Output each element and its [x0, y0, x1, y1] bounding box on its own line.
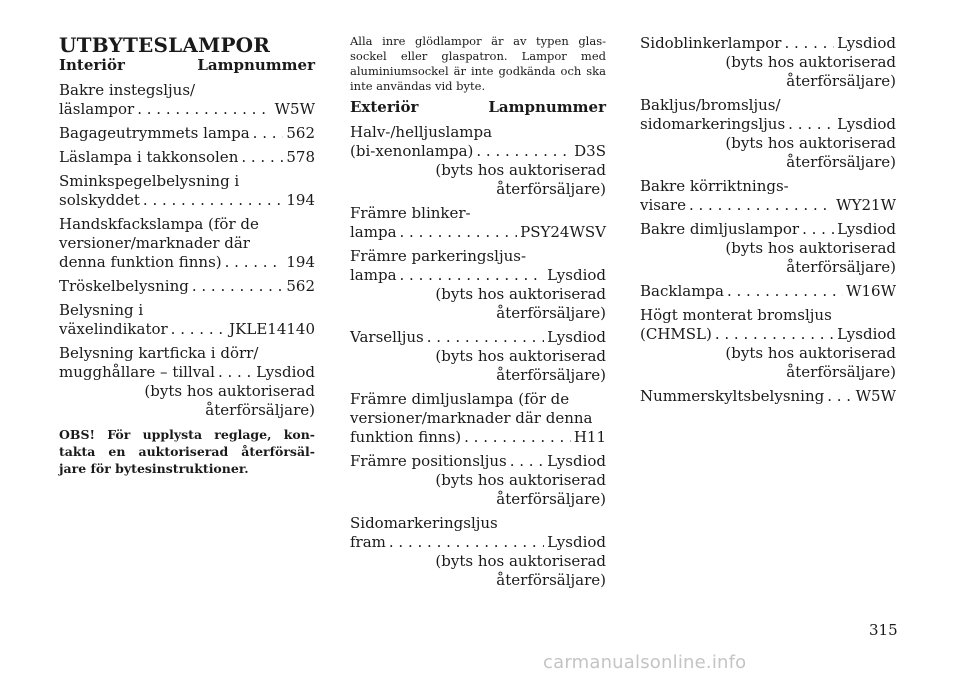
lamp-label: läslampor: [59, 100, 135, 118]
lamp-number: PSY24WSV: [520, 223, 606, 241]
replacement-note: (byts hos auktoriserad: [435, 161, 606, 179]
dot-leader: [171, 320, 226, 339]
lamp-label: solskyddet: [59, 191, 140, 209]
lamp-label-line: Sminkspegelbelysning i: [59, 172, 240, 190]
lamp-entry: [350, 514, 606, 590]
lamp-label-line: Belysning i: [59, 301, 144, 319]
lamp-label-line: versioner/marknader där denna: [350, 409, 593, 427]
interior-lamp-list: [59, 81, 315, 420]
exterior-header-label: Exteriör: [350, 98, 419, 116]
dot-leader: [827, 387, 852, 406]
middle-column: [350, 34, 606, 595]
dot-leader: [802, 220, 834, 239]
interior-table-header: [59, 56, 315, 75]
replacement-note: återförsäljare): [496, 571, 606, 589]
lamp-label-line: Främre blinker-: [350, 204, 471, 222]
replacement-note: återförsäljare): [786, 72, 896, 90]
lamp-number: D3S: [574, 142, 606, 160]
lamp-entry: [350, 390, 606, 447]
lamp-number: H11: [573, 428, 606, 446]
lamp-label: Bakre dimljuslampor: [640, 220, 800, 238]
lamp-number: Lysdiod: [547, 266, 606, 284]
lamp-label: Främre positionsljus: [350, 452, 507, 470]
dot-leader: [400, 223, 518, 242]
lamp-label: Nummerskyltsbelysning: [640, 387, 825, 405]
lamp-row: [59, 124, 315, 143]
lamp-number: Lysdiod: [837, 220, 896, 238]
lamp-number: WY21W: [836, 196, 896, 214]
lamp-label-line: Främre parkeringsljus-: [350, 247, 527, 265]
lamp-row: [640, 220, 896, 239]
lamp-number: Lysdiod: [547, 533, 606, 551]
dot-leader: [192, 277, 284, 296]
lamp-row: [350, 452, 606, 471]
lamp-number: W16W: [846, 282, 896, 300]
replacement-note: återförsäljare): [786, 258, 896, 276]
lamp-label-line: Främre dimljuslampa (för de: [350, 390, 570, 408]
dot-leader: [689, 196, 833, 215]
lamp-label: växelindikator: [59, 320, 168, 338]
lamp-entry: [640, 387, 896, 406]
replacement-note: återförsäljare): [496, 180, 606, 198]
lamp-row: [640, 34, 896, 53]
lamp-label: sidomarkeringsljus: [640, 115, 786, 133]
dot-leader: [727, 282, 843, 301]
lamp-label: Bagageutrymmets lampa: [59, 124, 250, 142]
lamp-number: 578: [286, 148, 315, 166]
lamp-row: [640, 387, 896, 406]
left-column: [59, 34, 315, 477]
replacement-note: (byts hos auktoriserad: [725, 53, 896, 71]
dot-leader: [225, 253, 284, 272]
lamp-entry: [59, 344, 315, 420]
dot-leader: [143, 191, 283, 210]
lamp-label-line: versioner/marknader där: [59, 234, 250, 252]
lamp-label: funktion finns): [350, 428, 462, 446]
lamp-label: (CHMSL): [640, 325, 712, 343]
lamp-label: Backlampa: [640, 282, 724, 300]
lamp-entry: [59, 81, 315, 119]
lamp-row: [640, 282, 896, 301]
lamp-row: [59, 148, 315, 167]
dot-leader: [400, 266, 545, 285]
lamp-row: [350, 533, 606, 552]
replacement-note: återförsäljare): [496, 366, 606, 384]
lamp-row: [350, 328, 606, 347]
lamp-row: [59, 363, 315, 382]
exterior-table-header: [350, 98, 606, 117]
dot-leader: [253, 124, 284, 143]
lamp-label: Tröskelbelysning: [59, 277, 189, 295]
lamp-entry: [640, 220, 896, 277]
lamp-number: Lysdiod: [256, 363, 315, 381]
exterior-header-lamp-number: Lampnummer: [488, 98, 606, 116]
lamp-entry: [59, 215, 315, 272]
dot-leader: [510, 452, 544, 471]
lamp-row: [59, 191, 315, 210]
page-number: 315: [869, 621, 898, 639]
lamp-label: mugghållare – tillval: [59, 363, 215, 381]
dot-leader: [476, 142, 571, 161]
lamp-label-line: Handskfackslampa (för de: [59, 215, 259, 233]
lamp-entry: [59, 124, 315, 143]
lamp-number: Lysdiod: [837, 325, 896, 343]
lamp-label: (bi-xenonlampa): [350, 142, 474, 160]
lamp-number: W5W: [855, 387, 896, 405]
replacement-note: återförsäljare): [786, 363, 896, 381]
lamp-entry: [350, 452, 606, 509]
lamp-number: Lysdiod: [837, 115, 896, 133]
lamp-entry: [350, 328, 606, 385]
lamp-label: Läslampa i takkonsolen: [59, 148, 239, 166]
lamp-number: 562: [286, 277, 315, 295]
dot-leader: [218, 363, 253, 382]
dot-leader: [715, 325, 834, 344]
exterior-lamp-list: [350, 123, 606, 590]
replacement-note: (byts hos auktoriserad: [725, 239, 896, 257]
lamp-entry: [59, 301, 315, 339]
dot-leader: [464, 428, 571, 447]
lamp-label: denna funktion finns): [59, 253, 222, 271]
lamp-label-line: Halv-/helljuslampa: [350, 123, 493, 141]
dot-leader: [427, 328, 544, 347]
lamp-number: Lysdiod: [837, 34, 896, 52]
lamp-label-line: Bakljus/bromsljus/: [640, 96, 781, 114]
lamp-row: [640, 115, 896, 134]
lamp-row: [640, 325, 896, 344]
lamp-label: lampa: [350, 266, 397, 284]
lamp-label-line: Högt monterat bromsljus: [640, 306, 832, 324]
lamp-entry: [640, 306, 896, 382]
lamp-entry: [59, 277, 315, 296]
lamp-entry: [640, 34, 896, 91]
lamp-entry: [640, 177, 896, 215]
lamp-number: W5W: [274, 100, 315, 118]
lamp-label-line: Sidomarkeringsljus: [350, 514, 498, 532]
replacement-note: återförsäljare): [496, 304, 606, 322]
replacement-note: (byts hos auktoriserad: [435, 552, 606, 570]
lamp-number: 194: [286, 191, 315, 209]
lamp-entry: [59, 172, 315, 210]
watermark-link[interactable]: carmanualsonline.info: [543, 652, 747, 673]
dot-leader: [389, 533, 544, 552]
lamp-entry: [640, 96, 896, 172]
lamp-row: [640, 196, 896, 215]
lamp-label: fram: [350, 533, 386, 551]
replacement-note: (byts hos auktoriserad: [435, 347, 606, 365]
obs-note: OBS! För upplysta reglage, kon-takta en auktoriserad återförsäl-jare för bytesinstruktioner.: [59, 427, 315, 476]
page-title: UTBYTESLAMPOR: [59, 33, 271, 57]
dot-leader: [784, 34, 834, 53]
replacement-note: (byts hos auktoriserad: [144, 382, 315, 400]
replacement-note: återförsäljare): [786, 153, 896, 171]
interior-header-lamp-number: Lampnummer: [197, 56, 315, 74]
lamp-row: [350, 223, 606, 242]
lamp-entry: [350, 247, 606, 323]
interior-header-label: Interiör: [59, 56, 125, 74]
exterior-lamp-list-continued: [640, 34, 896, 406]
lamp-label: lampa: [350, 223, 397, 241]
lamp-label: Varselljus: [350, 328, 424, 346]
lamp-number: Lysdiod: [547, 452, 606, 470]
replacement-note: (byts hos auktoriserad: [725, 344, 896, 362]
dot-leader: [137, 100, 271, 119]
replacement-note: (byts hos auktoriserad: [725, 134, 896, 152]
lamp-number: Lysdiod: [547, 328, 606, 346]
lamp-number: 194: [286, 253, 315, 271]
lamp-row: [59, 253, 315, 272]
replacement-note: återförsäljare): [205, 401, 315, 419]
lamp-number: JKLE14140: [229, 320, 315, 338]
lamp-row: [59, 320, 315, 339]
lamp-label-line: Belysning kartficka i dörr/: [59, 344, 259, 362]
lamp-label: Sidoblinkerlampor: [640, 34, 782, 52]
replacement-note: (byts hos auktoriserad: [435, 285, 606, 303]
right-column: [640, 34, 896, 411]
lamp-row: [350, 142, 606, 161]
dot-leader: [241, 148, 283, 167]
lamp-row: [59, 100, 315, 119]
lamp-label-line: Bakre instegsljus/: [59, 81, 196, 99]
lamp-row: [350, 266, 606, 285]
lamp-row: [59, 277, 315, 296]
lamp-label: visare: [640, 196, 686, 214]
lamp-entry: [640, 282, 896, 301]
lamp-row: [350, 428, 606, 447]
lamp-label-line: Bakre körriktnings-: [640, 177, 789, 195]
lamp-number: 562: [286, 124, 315, 142]
replacement-note: återförsäljare): [496, 490, 606, 508]
bulb-type-note: Alla inre glödlampor är av typen glas-sockel eller glaspatron. Lampor med aluminiumsockel är inte godkända och ska inte användas vid byte.: [350, 34, 606, 93]
lamp-entry: [59, 148, 315, 167]
lamp-entry: [350, 123, 606, 199]
replacement-note: (byts hos auktoriserad: [435, 471, 606, 489]
lamp-entry: [350, 204, 606, 242]
dot-leader: [788, 115, 834, 134]
